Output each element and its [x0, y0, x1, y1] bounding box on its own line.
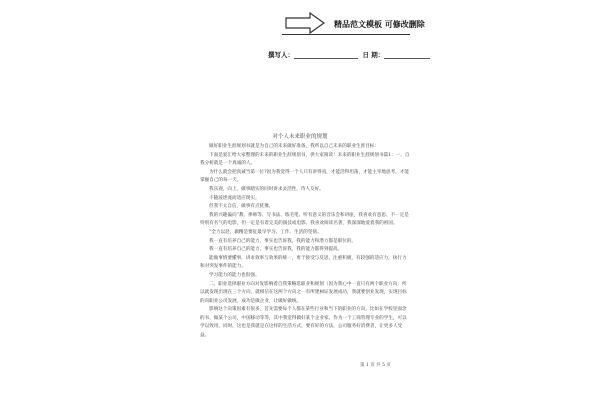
- paragraph: 影响这个决策因素有很多，首先需要每个人都在某些行业和当下的职业的方向，比如在学校里面念的书，做某个公司，中国移动等等，其中我觉得做好某个企业家，作为一个工商管理专业的学生，可以学以致用，同时，这也是我就是在这样的生活方式，要有好的方法，公司服务好消费者，让更多人受益。: [200, 307, 407, 339]
- document-body: [200, 143, 410, 341]
- author-blank: [294, 51, 358, 59]
- date-blank: [384, 51, 430, 59]
- date-label: 日 期：: [362, 51, 385, 59]
- paragraph: 我乐观，向上，做事踏实的同时讲求灵活性，待人友好。: [209, 186, 324, 192]
- paragraph: 但我不太自信，做事有点犹豫。: [209, 204, 274, 210]
- paragraph: “全力以赴，做精是要征最早学习、工作、生活的坚韧。: [209, 229, 322, 235]
- paragraph: 不随波逐流而适应现实。: [209, 195, 260, 201]
- document-title: 对个人未来职业的规划: [272, 134, 328, 140]
- paragraph: 下面是爱汇给大家整理的未来的职业生涯规划书，供大家阅读！未来的职业生涯规划书篇1：一、自我分析就是一个真诚的人。: [200, 152, 410, 167]
- header-title: 精品范文模板 可修改删除: [334, 20, 425, 29]
- paragraph: 学习能力的能力也很强。: [209, 272, 260, 278]
- header-divider: [282, 34, 410, 35]
- signature-line: [268, 50, 430, 59]
- paragraph: 能做事情要懂事，讲求效率与效果的统一，勇于接受与反思，注重积极，有较强的适应力，执行力和对突发事件的能力。: [200, 255, 407, 270]
- arrow-right-icon: [285, 12, 325, 34]
- paragraph: 做好职业生涯规划书就是为自己的未来做好准备，我所以自己未来的职业生涯目标：: [209, 144, 379, 149]
- paragraph: 我的兴趣偏向“教、律师等、写书法、练毛笔、听有意义的音乐会和讲座，我喜欢有意思、不一定是特别有名气的电影，但一定是有着完美的演技或电影。我喜欢阅读名著，我深深地爱着我的祖国。: [200, 212, 409, 227]
- page-number: 第 1 页 共 5 页: [360, 363, 391, 368]
- paragraph: 为什么就会把真诚当第一位?因为我觉得一个人只有讲得真，才能活得坦荡，才能主宰地思考，才能掌握自己的每一天。: [200, 169, 409, 184]
- paragraph: 二、职业选择职业方向对发影响着自我策略选职业和规划（因为我心中一直只有两个职业方向：所以就发现出现在三个方向，就相信在这两个方向之一有所建树证发展成功，我就要创业发现，实现目标的向职业公司发展，成功是做企业，让做好做统。: [200, 281, 407, 304]
- paragraph: 我一直有培养自己的能力，事实也告诉我，我的能力和潜力都是职位的。: [209, 238, 357, 244]
- paragraph: 我一直有培养自己的能力，事实也告诉我，我的能力都得到提高。: [209, 247, 343, 253]
- author-label: 撰写人：: [268, 51, 294, 59]
